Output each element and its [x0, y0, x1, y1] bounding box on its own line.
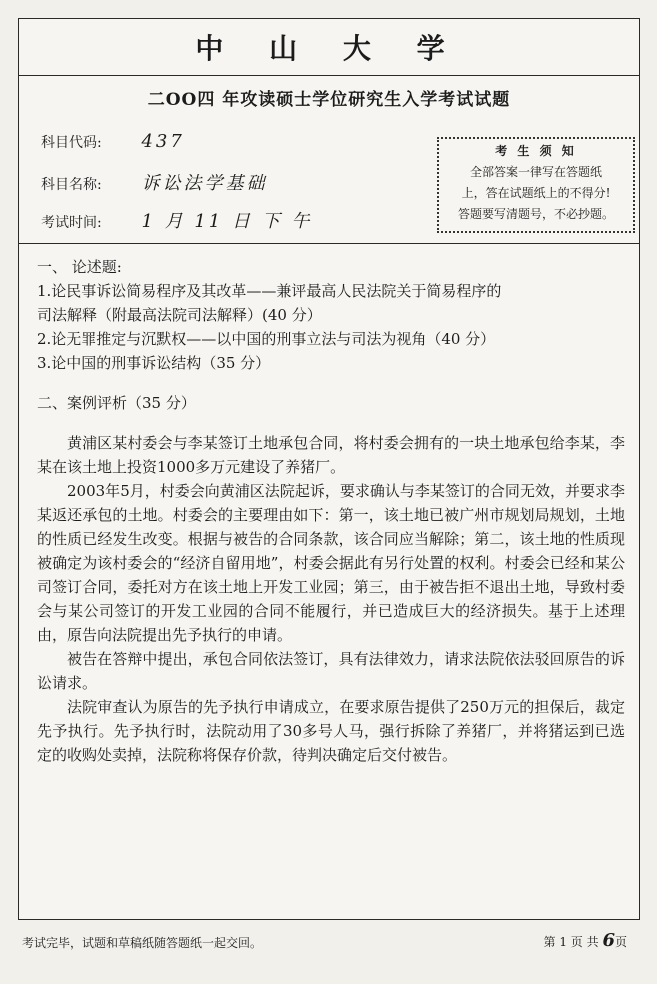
page-indicator: [544, 930, 627, 951]
case-paragraph-2: 2003年5月，村委会向黄浦区法院起诉，要求确认与李某签订的合同无效，并要求李某返还承包的土地。村委会的主要理由如下：第一，该土地已被广州市规划局规划，土地的性质已经发生改变。根据与被告的合同条款，该合同应当解除；第二，该土地的性质现被确定为该村委会的“经济自留用地”，村委会据此有另行处置的权利。村委会已经和某公司签订合同，委托对方在该土地上开发工业园；第三，由于被告拒不退出土地，导致村委会与某公司签订的开发工业园的合同不能履行，并已造成巨大的经济损失。基于上述理由，原告向法院提出先予执行的申请。: [37, 482, 625, 644]
case-paragraph-1: 黄浦区某村委会与李某签订土地承包合同，将村委会拥有的一块土地承包给李某，李某在该土地上投资1000多万元建设了养猪厂。: [37, 434, 625, 476]
exam-time-label: 考试时间:: [41, 215, 102, 231]
page-prefix: 第 1 页 共: [543, 935, 603, 949]
exam-time-field: [41, 207, 312, 233]
exam-title: 二OO四 年攻读硕士学位研究生入学考试试题: [147, 90, 511, 110]
subject-code-label: 科目代码:: [41, 135, 102, 151]
header-divider: [19, 75, 639, 76]
exam-body: [37, 255, 625, 767]
section-2-heading: 二、案例评析（35 分）: [37, 394, 196, 412]
subject-code-field: [41, 131, 185, 152]
question-2: 2.论无罪推定与沉默权——以中国的刑事立法与司法为视角（40 分）: [37, 330, 496, 348]
page-total: 6: [602, 930, 615, 951]
question-1-line-2: 司法解释（附最高法院司法解释）(40 分）: [37, 306, 322, 324]
spacer: [37, 375, 625, 391]
subject-name-label: 科目名称:: [41, 177, 102, 193]
subject-code-value: 437: [141, 131, 185, 152]
footer-note: 考试完毕，试题和草稿纸随答题纸一起交回。: [22, 936, 263, 950]
page-suffix: 页: [614, 935, 627, 949]
university-name: 中 山 大 学: [195, 32, 463, 65]
spacer: [37, 415, 625, 431]
candidate-notice-box: [437, 137, 635, 233]
section-divider: [19, 243, 639, 244]
page-footer: [22, 930, 627, 951]
subject-name-field: [41, 169, 267, 195]
question-1-line-1: 1.论民事诉讼简易程序及其改革——兼评最高人民法院关于简易程序的: [37, 282, 502, 300]
exam-sheet: [18, 18, 640, 920]
case-paragraph-4: 法院审查认为原告的先予执行申请成立，在要求原告提供了250万元的担保后，裁定先予执行。先予执行时，法院动用了30多号人马，强行拆除了养猪厂，并将猪运到已选定的收购处卖掉，法院称将保存价款，待判决确定后交付被告。: [37, 698, 625, 764]
question-3: 3.论中国的刑事诉讼结构（35 分）: [37, 354, 271, 372]
notice-line-3: 答题要写清题号，不必抄题。: [457, 207, 614, 221]
notice-line-2: 上，答在试题纸上的不得分!: [461, 186, 611, 200]
section-1-heading: 一、 论述题:: [37, 258, 122, 276]
notice-line-1: 全部答案一律写在答题纸: [469, 165, 602, 179]
subject-name-value: 诉讼法学基础: [141, 173, 268, 194]
exam-time-value: 1 月 11 日 下 午: [141, 211, 313, 232]
case-paragraph-3: 被告在答辩中提出，承包合同依法签订，具有法律效力，请求法院依法驳回原告的诉讼请求。: [37, 650, 625, 692]
notice-title: 考 生 须 知: [495, 144, 577, 158]
